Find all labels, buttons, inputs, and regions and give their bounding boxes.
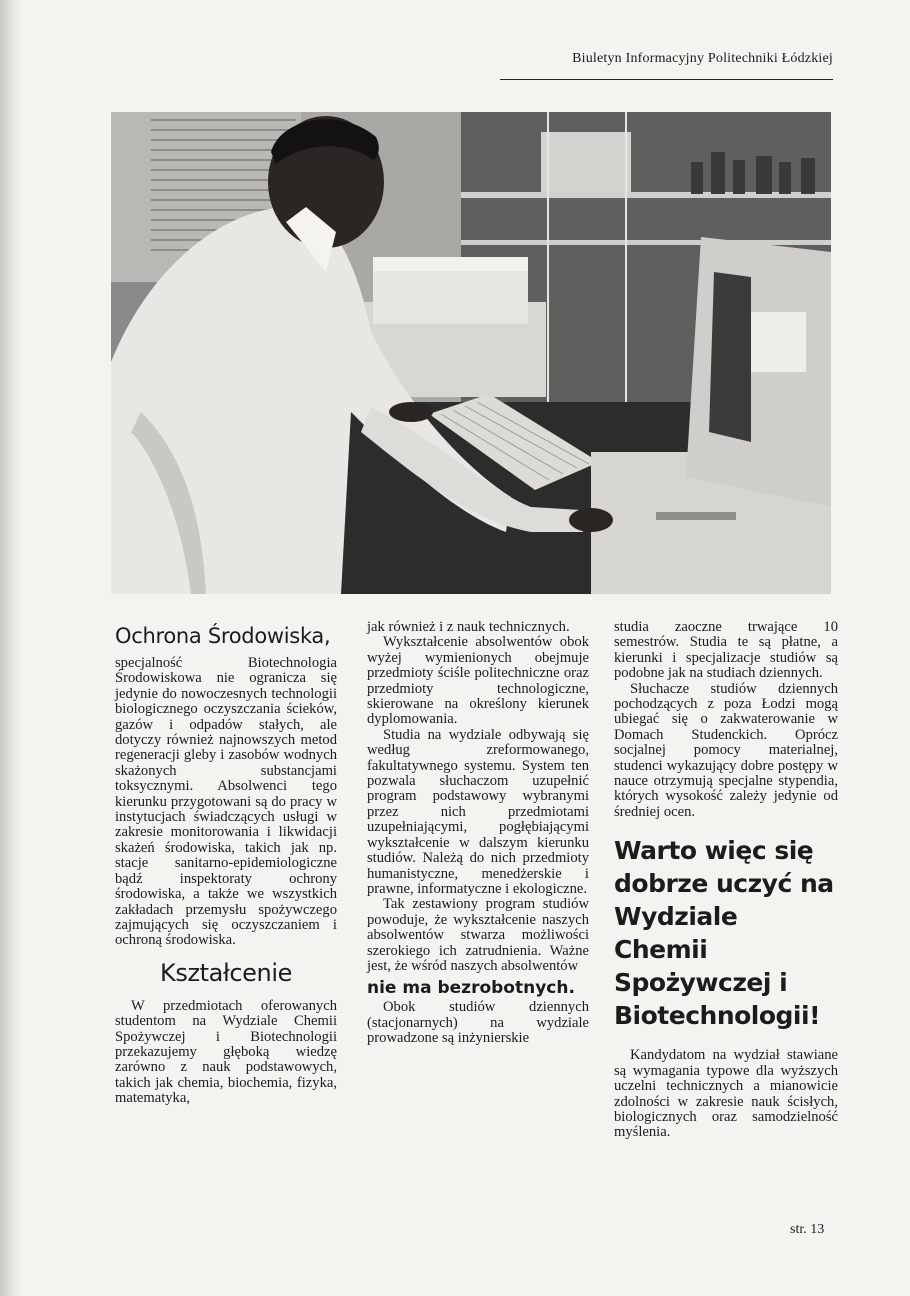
paragraph: Obok studiów dziennych (stacjonarnych) na wydziale prowadzone są inżynierskie xyxy=(367,999,589,1047)
paragraph: studia zaoczne trwające 10 semestrów. Studia te są płatne, a kierunki i specjalizacje studiów są podobne jak na studiach dziennych. xyxy=(614,619,838,682)
column-2 xyxy=(367,620,589,1047)
paragraph: jak również i z nauk technicznych. xyxy=(367,619,570,635)
lab-photo xyxy=(111,112,831,594)
paragraph: Studia na wydziale odbywają się według zreformowanego, fakultatywnego systemu. System ten pozwala słuchaczom uzupełnić program podstawowy wybranymi przez nich przedmiotami uzupełniającymi, pogłębiającymi wykształcenie w dalszym kierunku studiów. Należą do nich przedmioty humanistyczne, menedżerskie i prawne, informatyczne i ekologiczne. xyxy=(367,726,589,897)
page-number: str. 13 xyxy=(790,1222,825,1237)
page-binding-shadow xyxy=(0,0,22,1296)
paragraph: specjalność Biotechnologia Środowiskowa nie ogranicza się jedynie do nowoczesnych technologii biologicznego oczyszczania ścieków, gazów i odpadów stałych, ale dotyczy również najnowszych metod regeneracji gleby i zasobów wodnych skażonych substancjami toksycznymi. Absolwenci tego kierunku przygotowani są do pracy w instytucjach świadczących usługi w zakresie monitorowania i likwidacji skażeń środowiska, takich jak np. stacje sanitarno-epidemiologiczne bądź inspektoraty ochrony środowiska, a także we wszystkich zakładach przemysłu spożywczego zajmujących się oczyszczaniem i ochroną środowiska. xyxy=(115,655,337,949)
column-3 xyxy=(614,620,838,1141)
paragraph: Słuchacze studiów dziennych pochodzących z poza Łodzi mogą ubiegać się o zakwaterowanie w Domach Studenckich. Oprócz socjalnej pomocy materialnej, studenci wykazujący dobre postępy w nauce otrzymują specjalne stypendia, których wysokość zależy jedynie od średniej ocen. xyxy=(614,680,838,820)
paragraph: Kandydatom na wydział stawiane są wymagania typowe dla wyższych uczelni technicznych a mianowicie zdolności w zakresie nauk ścisłych, biologicznych oraz samodzielność myślenia. xyxy=(614,1047,838,1141)
headline: Warto więc się dobrze uczyć na Wydziale Chemii Spożywczej i Biotechnologii! xyxy=(614,836,834,1031)
article-title: Ochrona Środowiska, xyxy=(115,624,331,648)
section-heading: Kształcenie xyxy=(160,958,292,987)
paragraph: Tak zestawiony program studiów powoduje, że wykształcenie naszych absolwentów stwarza możliwości szerokiego ich zatrudnienia. Ważne jest, że wśród naszych absolwentów xyxy=(367,896,589,974)
header-rule xyxy=(500,79,833,80)
photo-icon xyxy=(111,112,831,594)
column-1 xyxy=(115,620,337,1107)
paragraph: W przedmiotach oferowanych studentom na Wydziale Chemii Spożywczej i Biotechnologii przekazujemy głęboką wiedzę zarówno z nauk podstawowych, takich jak chemia, biochemia, fizyka, matematyka, xyxy=(115,997,337,1107)
emphasis-heading: nie ma bezrobotnych. xyxy=(367,978,575,999)
paragraph: Wykształcenie absolwentów obok wyżej wymienionych obejmuje przedmioty ściśle politechniczne oraz przedmioty technologiczne, skierowane na określony kierunek dyplomowania. xyxy=(367,634,589,728)
publication-header: Biuletyn Informacyjny Politechniki Łódzkiej xyxy=(572,51,833,66)
